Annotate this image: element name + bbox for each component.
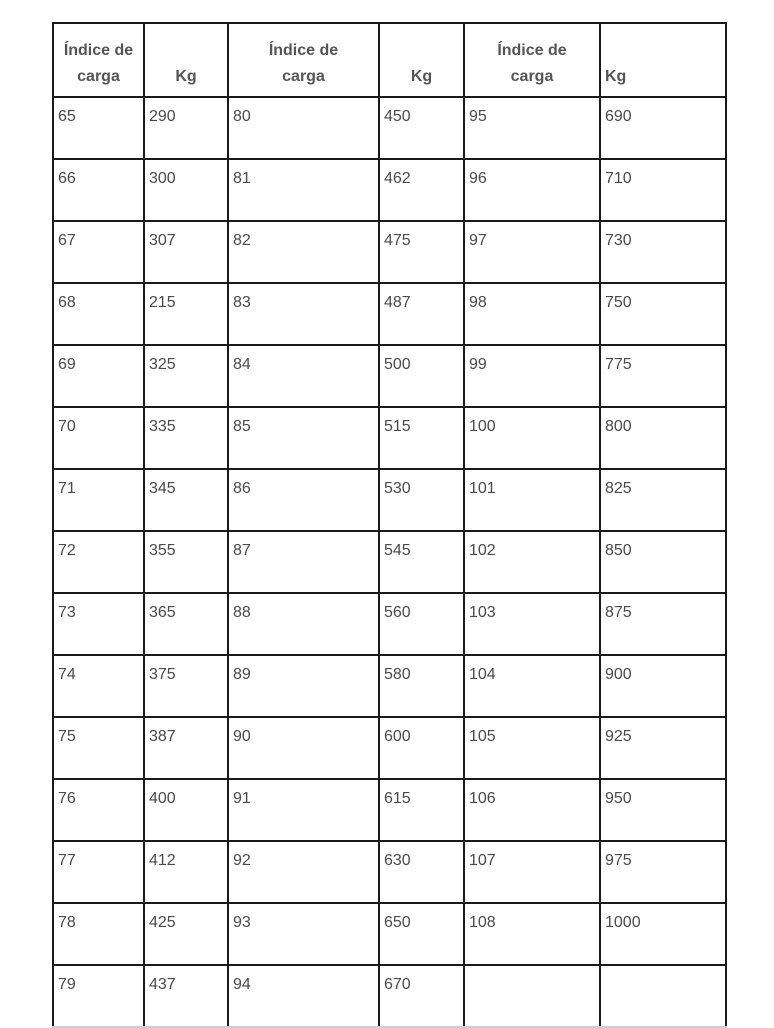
- header-line2: Kg: [410, 68, 433, 85]
- table-header-row: [53, 23, 726, 97]
- cell-load-index: 76: [53, 779, 144, 841]
- cell-kg: 500: [379, 345, 464, 407]
- header-line1: Índice de: [497, 42, 567, 59]
- cell-kg: 1000: [600, 903, 726, 965]
- table-row: [53, 97, 726, 159]
- header-line1: Índice de: [268, 42, 339, 59]
- table-row: [53, 593, 726, 655]
- cell-kg: 750: [600, 283, 726, 345]
- cell-load-index: 91: [228, 779, 379, 841]
- header-line2: Kg: [175, 68, 197, 85]
- cell-kg: 950: [600, 779, 726, 841]
- cell-load-index: 106: [464, 779, 600, 841]
- header-kg-2: [379, 23, 464, 97]
- cell-kg: 900: [600, 655, 726, 717]
- cell-kg: 670: [379, 965, 464, 1027]
- cell-kg: 580: [379, 655, 464, 717]
- cell-load-index: 93: [228, 903, 379, 965]
- cell-load-index: 103: [464, 593, 600, 655]
- cell-kg: 630: [379, 841, 464, 903]
- cell-kg: 365: [144, 593, 228, 655]
- table-row: [53, 469, 726, 531]
- cell-load-index: 65: [53, 97, 144, 159]
- cell-kg: 355: [144, 531, 228, 593]
- table-row: [53, 345, 726, 407]
- header-load-index-1: [53, 23, 144, 97]
- cell-kg: 600: [379, 717, 464, 779]
- cell-kg: 375: [144, 655, 228, 717]
- cell-kg: 400: [144, 779, 228, 841]
- cell-kg: 215: [144, 283, 228, 345]
- cell-kg: 710: [600, 159, 726, 221]
- cell-kg: 975: [600, 841, 726, 903]
- cell-kg: 925: [600, 717, 726, 779]
- cell-load-index: 69: [53, 345, 144, 407]
- cell-kg: 425: [144, 903, 228, 965]
- header-load-index-2: [228, 23, 379, 97]
- cell-kg: 462: [379, 159, 464, 221]
- cell-load-index: 99: [464, 345, 600, 407]
- cell-kg: [600, 965, 726, 1027]
- cell-load-index: 95: [464, 97, 600, 159]
- cell-load-index: 87: [228, 531, 379, 593]
- cell-kg: 650: [379, 903, 464, 965]
- cell-load-index: 72: [53, 531, 144, 593]
- cell-kg: 875: [600, 593, 726, 655]
- cell-kg: 475: [379, 221, 464, 283]
- cell-load-index: 70: [53, 407, 144, 469]
- cell-kg: 850: [600, 531, 726, 593]
- table-row: [53, 965, 726, 1027]
- cell-load-index: 100: [464, 407, 600, 469]
- cell-load-index: [464, 965, 600, 1027]
- cell-kg: 345: [144, 469, 228, 531]
- cell-load-index: 92: [228, 841, 379, 903]
- table-row: [53, 221, 726, 283]
- table-row: [53, 717, 726, 779]
- cell-kg: 800: [600, 407, 726, 469]
- cell-load-index: 80: [228, 97, 379, 159]
- table-row: [53, 283, 726, 345]
- cell-load-index: 78: [53, 903, 144, 965]
- cell-load-index: 89: [228, 655, 379, 717]
- cell-load-index: 97: [464, 221, 600, 283]
- table-row: [53, 655, 726, 717]
- cell-load-index: 67: [53, 221, 144, 283]
- cell-kg: 487: [379, 283, 464, 345]
- cell-load-index: 90: [228, 717, 379, 779]
- cell-load-index: 81: [228, 159, 379, 221]
- table-row: [53, 407, 726, 469]
- cell-kg: 307: [144, 221, 228, 283]
- cell-kg: 825: [600, 469, 726, 531]
- cell-kg: 450: [379, 97, 464, 159]
- cell-kg: 615: [379, 779, 464, 841]
- cell-load-index: 84: [228, 345, 379, 407]
- cell-load-index: 71: [53, 469, 144, 531]
- cell-load-index: 66: [53, 159, 144, 221]
- table-row: [53, 159, 726, 221]
- load-index-table-container: [52, 22, 727, 1028]
- table-row: [53, 531, 726, 593]
- table-row: [53, 779, 726, 841]
- header-line2: Kg: [605, 68, 627, 85]
- cell-load-index: 108: [464, 903, 600, 965]
- header-line1: Índice de: [63, 42, 134, 59]
- cell-load-index: 102: [464, 531, 600, 593]
- cell-load-index: 83: [228, 283, 379, 345]
- cell-load-index: 104: [464, 655, 600, 717]
- cell-kg: 730: [600, 221, 726, 283]
- cell-kg: 545: [379, 531, 464, 593]
- cell-kg: 335: [144, 407, 228, 469]
- cell-load-index: 105: [464, 717, 600, 779]
- cell-kg: 690: [600, 97, 726, 159]
- cell-load-index: 79: [53, 965, 144, 1027]
- table-row: [53, 841, 726, 903]
- cell-load-index: 85: [228, 407, 379, 469]
- cell-kg: 290: [144, 97, 228, 159]
- cell-load-index: 88: [228, 593, 379, 655]
- table-body: [53, 97, 726, 1027]
- cell-kg: 775: [600, 345, 726, 407]
- cell-load-index: 74: [53, 655, 144, 717]
- load-index-table: [52, 22, 727, 1028]
- cell-load-index: 86: [228, 469, 379, 531]
- cell-load-index: 82: [228, 221, 379, 283]
- cell-kg: 412: [144, 841, 228, 903]
- cell-load-index: 68: [53, 283, 144, 345]
- cell-kg: 560: [379, 593, 464, 655]
- cell-load-index: 101: [464, 469, 600, 531]
- cell-kg: 300: [144, 159, 228, 221]
- table-row: [53, 903, 726, 965]
- cell-load-index: 73: [53, 593, 144, 655]
- header-kg-1: [144, 23, 228, 97]
- cell-load-index: 98: [464, 283, 600, 345]
- cell-kg: 530: [379, 469, 464, 531]
- cell-load-index: 94: [228, 965, 379, 1027]
- header-line2: carga: [510, 68, 554, 85]
- cell-kg: 437: [144, 965, 228, 1027]
- header-load-index-3: [464, 23, 600, 97]
- cell-kg: 325: [144, 345, 228, 407]
- cell-load-index: 77: [53, 841, 144, 903]
- cell-load-index: 107: [464, 841, 600, 903]
- cell-load-index: 75: [53, 717, 144, 779]
- cell-load-index: 96: [464, 159, 600, 221]
- header-kg-3: [600, 23, 726, 97]
- header-line2: carga: [282, 68, 325, 85]
- cell-kg: 387: [144, 717, 228, 779]
- cell-kg: 515: [379, 407, 464, 469]
- header-line2: carga: [77, 68, 120, 85]
